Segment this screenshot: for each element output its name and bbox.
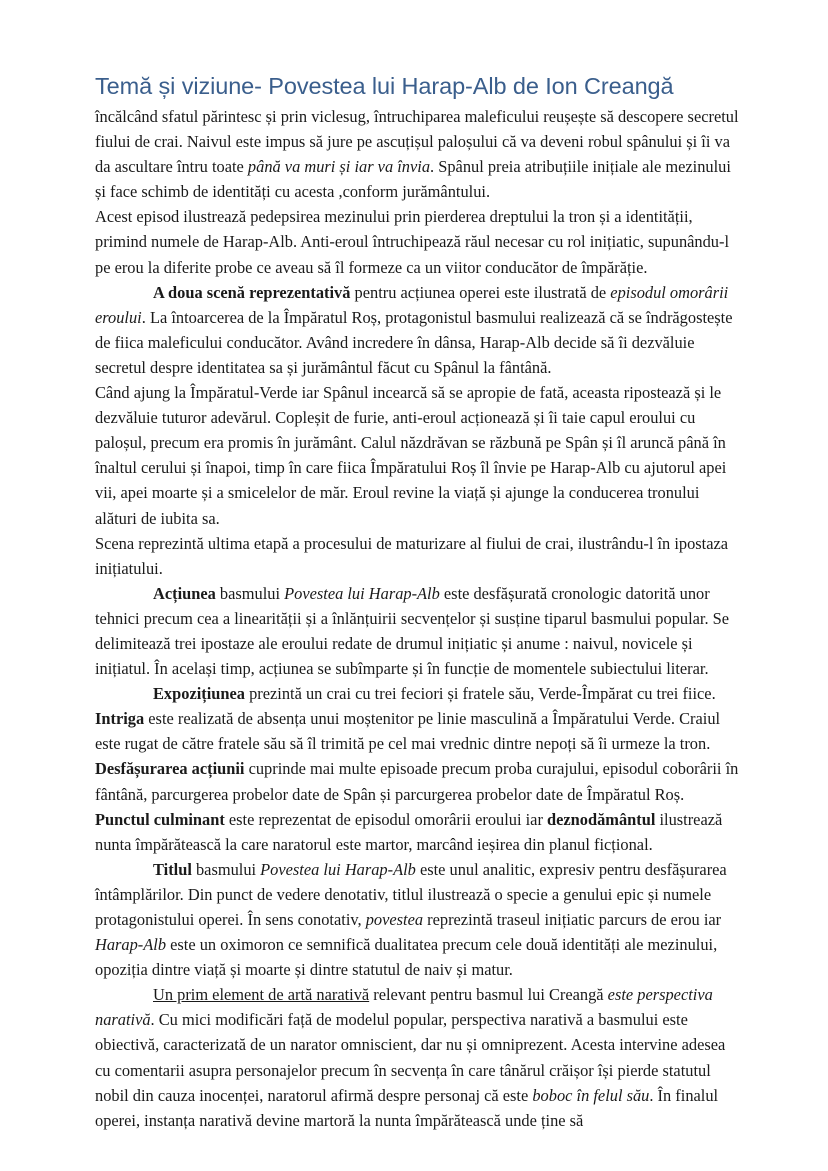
text-run-bold: Titlul bbox=[153, 859, 192, 879]
text-run-italic: boboc în felul său bbox=[532, 1085, 650, 1105]
text-run-normal: este un oximoron ce semnifică dualitatea precum cele două identități ale mezinului, opoziția dintre viață și moarte și dintre statutul de naiv și matur. bbox=[95, 935, 718, 980]
text-run-normal: basmului bbox=[191, 859, 261, 879]
text-run-italic: până va muri și iar va învia bbox=[247, 157, 431, 177]
paragraph bbox=[95, 581, 740, 681]
text-run-italic: Harap-Alb bbox=[95, 935, 167, 955]
text-run-bold: Desfășurarea acțiunii bbox=[95, 759, 245, 779]
text-run-italic: episodul omorârii eroului bbox=[95, 282, 729, 327]
paragraph bbox=[95, 204, 740, 279]
text-run-normal: pentru acțiunea operei este ilustrată de bbox=[350, 282, 611, 302]
paragraph bbox=[95, 380, 740, 531]
text-run-bold: Punctul culminant bbox=[95, 809, 225, 829]
page-title: Temă și viziune- Povestea lui Harap-Alb de Ion Creangă bbox=[95, 72, 674, 99]
text-run-italic: Povestea lui Harap-Alb bbox=[284, 583, 440, 603]
text-run-normal: basmului bbox=[215, 583, 285, 603]
text-run-bold: Expozițiunea bbox=[153, 684, 245, 704]
text-run-normal: relevant pentru basmul lui Creangă bbox=[369, 985, 608, 1005]
text-run-normal: reprezintă traseul inițiatic parcurs de erou iar bbox=[423, 910, 722, 929]
text-run-normal: Scena reprezintă ultima etapă a procesului de maturizare al fiului de crai, ilustrându-l în ipostaza inițiatului. bbox=[95, 533, 729, 578]
text-run-normal: prezintă un crai cu trei feciori și fratele său, Verde-Împărat cu trei fiice. bbox=[244, 684, 716, 704]
paragraph bbox=[95, 104, 740, 204]
text-run-normal: este desfășurată cronologic datorită unor tehnici precum cea a linearității și a înlănțuirii secvențelor și susține tiparul basmului popular. Se delimitează trei ipostaze ale eroului redate de drumul inițiatic și anume : naivul, novicele și inițiatul. În același timp, acțiunea se subîmparte și în funcție de momentele subiectului literar. bbox=[95, 583, 730, 679]
text-run-normal: Când ajung la Împăratul-Verde iar Spânul incearcă să se apropie de fată, aceasta ripostează și le dezvăluie tuturor adevărul. Copleșit de furie, anti-eroul acționează și îi taie capul eroului cu paloșul, precum era promis în jurământ. Calul năzdrăvan se răzbună pe Spân și îl aruncă până în înaltul cerului și înapoi, timp în care fiica Împăratului Roș îl învie pe Harap-Alb cu ajutorul apei vii, apei moarte și a smicelelor de măr. Eroul revine la viață și ajunge la conducerea tronului alături de iubita sa. bbox=[95, 383, 727, 528]
paragraph bbox=[95, 280, 740, 380]
text-run-normal: este unul analitic, expresiv pentru desfășurarea întâmplărilor. Din punct de vedere denotativ, titlul ilustrează o specie a genului epic și numele protagonistului operei. În sens conotativ, bbox=[95, 859, 727, 929]
text-run-normal: este reprezentat de episodul omorârii eroului iar bbox=[224, 809, 547, 829]
text-run-normal: . Spânul preia atribuțiile inițiale ale mezinului și face schimb de identități cu acesta ,conform jurământului. bbox=[95, 157, 731, 202]
text-run-bold: Intriga bbox=[95, 709, 145, 729]
text-run-bold: deznodământul bbox=[547, 809, 656, 829]
text-run-bold: Acțiunea bbox=[153, 583, 216, 603]
paragraph bbox=[95, 681, 740, 857]
text-run-italic: Povestea lui Harap-Alb bbox=[260, 859, 416, 879]
text-run-normal: ilustrează nunta împărătească la care naratorul este martor, marcând ieșirea din planul ficțional. bbox=[95, 809, 723, 854]
text-run-normal: este realizată de absența unui moștenitor pe linie masculină a Împăratului Verde. Craiul este rugat de către fratele său să îl trimită pe cel mai vrednic dintre nepoți să îi urmeze la tron. bbox=[95, 709, 721, 754]
text-run-bold: A doua scenă reprezentativă bbox=[153, 282, 351, 302]
text-run-italic: este perspectiva narativă bbox=[95, 985, 713, 1030]
text-run-normal: Acest episod ilustrează pedepsirea mezinului prin pierderea dreptului la tron și a identității, primind numele de Harap-Alb. Anti-eroul întruchipează răul necesar cu rol inițiatic, supunându-l pe erou la diferite probe ce aveau să îl formeze ca un viitor conducător de împărăție. bbox=[95, 207, 730, 277]
document-body bbox=[95, 104, 740, 1133]
text-run-underline: Un prim element de artă narativă bbox=[153, 985, 370, 1005]
text-run-italic: povestea bbox=[365, 910, 424, 929]
text-run-normal: . În finalul operei, instanța narativă devine martoră la nunta împărătească unde ține să bbox=[95, 1085, 719, 1130]
text-run-normal: . La întoarcerea de la Împăratul Roș, protagonistul basmului realizează că se îndrăgostește de fiica maleficului conducător. Având incredere în dânsa, Harap-Alb decide să îi dezvăluie secretul despre identitatea sa și jurământul făcut cu Spânul la fântână. bbox=[95, 307, 733, 377]
text-run-normal: cuprinde mai multe episoade precum proba curajului, episodul coborârii în fântână, parcurgerea probelor date de Spân și parcurgerea probelor date de Împăratul Roș. bbox=[95, 759, 739, 804]
paragraph bbox=[95, 857, 740, 982]
paragraph bbox=[95, 531, 740, 581]
paragraph bbox=[95, 982, 740, 1133]
text-run-normal: încălcând sfatul părintesc și prin viclesug, întruchiparea maleficului reușește să descopere secretul fiului de crai. Naivul este impus să jure pe ascuțișul paloșului că va deveni robul spânului și îi va da ascultare întru toate bbox=[95, 107, 739, 177]
text-run-normal: . Cu mici modificări față de modelul popular, perspectiva narativă a basmului este obiectivă, caracterizată de un narator omniscient, dar nu și omniprezent. Acesta intervine adesea cu comentarii asupra personajelor precum în secvența în care tânărul crăișor își pierde statutul nobil din cauza inocenței, naratorul afirmă despre personaj că este bbox=[95, 1010, 726, 1105]
